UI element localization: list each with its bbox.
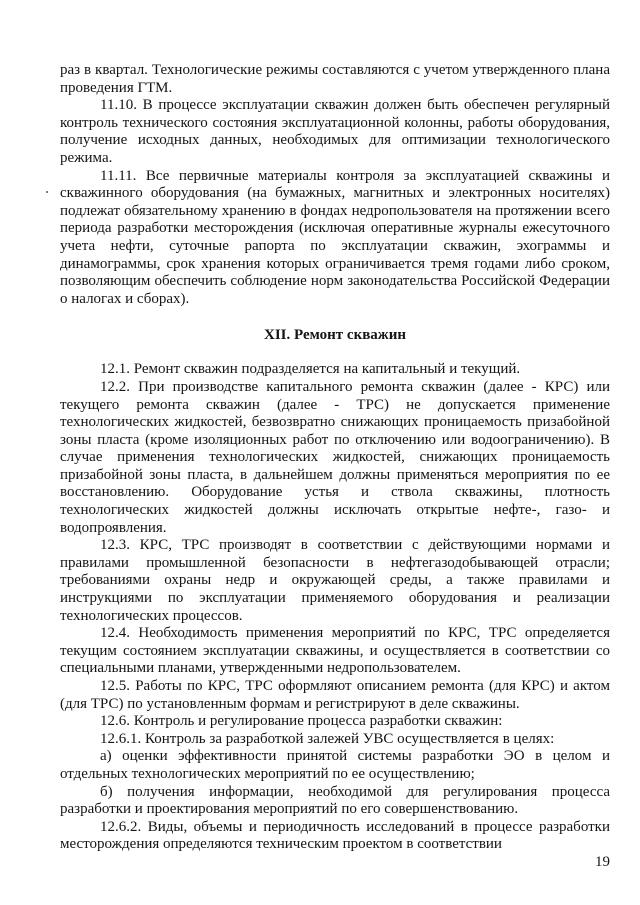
page-number: 19 [595, 854, 610, 870]
paragraph: 12.2. При производстве капитального ремонта скважин (далее - КРС) или текущего ремонта скважин (далее - ТРС) не допускается применение технологических жидкостей, безвозвратно снижающих проницаемость призабойной зоны пласта (кроме изоляционных работ по отключению или водоограничению). В случае применения технологических жидкостей, снижающих проницаемость призабойной зоны пласта, в дальнейшем должны применяться мероприятия по ее восстановлению. Оборудование устья и ствола скважины, плотность технологических жидкостей должны исключать открытые нефте-, газо- и водопроявления. [60, 378, 610, 536]
paragraph: б) получения информации, необходимой для регулирования процесса разработки и проектирования мероприятий по его совершенствованию. [60, 783, 610, 818]
paragraph: 11.11. Все первичные материалы контроля за эксплуатацией скважины и скважинного оборудования (на бумажных, магнитных и электронных носителях) подлежат обязательному хранению в фондах недропользователя на протяжении всего периода разработки месторождения (исключая оперативные журналы ежесуточного учета нефти, суточные рапорта по эксплуатации скважин, эхограммы и динамограммы, срок хранения которых ограничивается тремя годами либо сроком, позволяющим обеспечить соблюдение норм законодательства Российской Федерации о налогах и сборах). [60, 167, 610, 307]
paragraph: 12.3. КРС, ТРС производят в соответствии с действующими нормами и правилами промышленной безопасности в нефтегазодобывающей отрасли; требованиями охраны недр и окружающей среды, а также правилами и инструкциями по эксплуатации применяемого оборудования и реализации технологических процессов. [60, 537, 610, 624]
paragraph: 12.6.2. Виды, объемы и периодичность исследований в процессе разработки месторождения определяются техническим проектом в соответствии [60, 818, 610, 853]
scan-speck [46, 191, 48, 193]
paragraph: 12.1. Ремонт скважин подразделяется на капитальный и текущий. [100, 361, 521, 378]
paragraph: а) оценки эффективности принятой системы разработки ЭО в целом и отдельных технологических мероприятий по ее осуществлению; [60, 748, 610, 782]
paragraph: 12.6. Контроль и регулирование процесса разработки скважин: [100, 713, 503, 730]
paragraph: 12.5. Работы по КРС, ТРС оформляют описанием ремонта (для КРС) и актом (для ТРС) по установленным формам и регистрируют в деле скважины. [60, 678, 610, 712]
section-12-body [60, 361, 610, 854]
paragraph: 11.10. В процессе эксплуатации скважин должен быть обеспечен регулярный контроль технического состояния эксплуатационной колонны, работы оборудования, получение исходных данных, необходимых для оптимизации технологического режима. [60, 97, 610, 166]
paragraph: 12.6.1. Контроль за разработкой залежей УВС осуществляется в целях: [100, 730, 555, 747]
document-body [60, 62, 610, 854]
section-11-continuation [60, 62, 610, 308]
paragraph: раз в квартал. Технологические режимы составляются с учетом утвержденного плана проведения ГТМ. [60, 62, 610, 96]
paragraph: 12.4. Необходимость применения мероприятий по КРС, ТРС определяется текущим состоянием эксплуатации скважины, и осуществляется в соответствии со специальными планами, утвержденными недропользователем. [60, 625, 610, 677]
section-title: XII. Ремонт скважин [264, 327, 406, 344]
